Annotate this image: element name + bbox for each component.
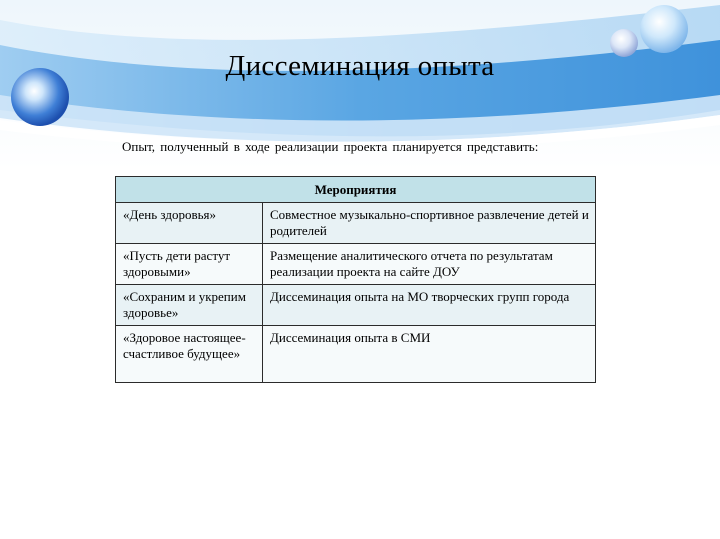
table-row — [116, 203, 596, 244]
table-header-row — [116, 177, 596, 203]
event-name: «Пусть дети растут здоровыми» — [116, 244, 263, 285]
event-name: «Сохраним и укрепим здоровье» — [116, 285, 263, 326]
table-row — [116, 326, 596, 383]
event-name: «День здоровья» — [116, 203, 263, 244]
event-name: «Здоровое настоящее-счастливое будущее» — [116, 326, 263, 383]
table-row — [116, 285, 596, 326]
events-table — [115, 176, 596, 383]
table-row — [116, 244, 596, 285]
slide-title: Диссеминация опыта — [225, 50, 495, 82]
event-description: Размещение аналитического отчета по результатам реализации проекта на сайте ДОУ — [263, 244, 596, 285]
event-description: Диссеминация опыта в СМИ — [263, 326, 596, 383]
intro-text: Опыт, полученный в ходе реализации проекта планируется представить: — [122, 139, 539, 154]
event-description: Совместное музыкально-спортивное развлечение детей и родителей — [263, 203, 596, 244]
table-header: Мероприятия — [116, 177, 596, 203]
event-description: Диссеминация опыта на МО творческих групп города — [263, 285, 596, 326]
